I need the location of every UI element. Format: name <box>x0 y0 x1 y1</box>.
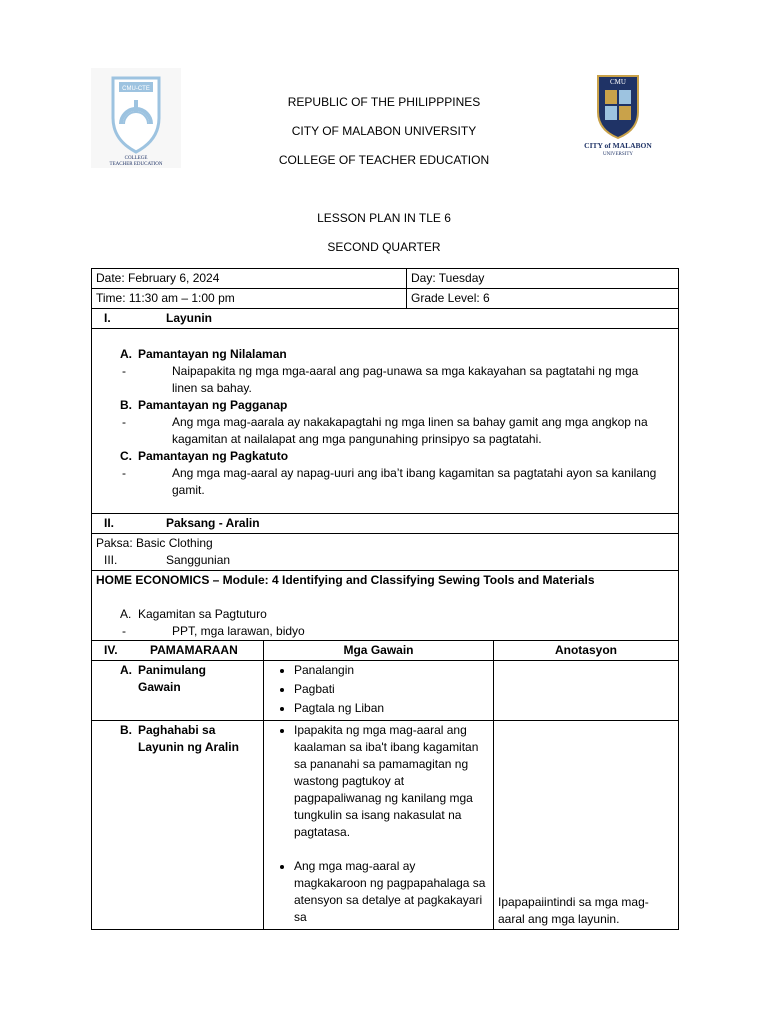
quarter-title: SECOND QUARTER <box>327 240 441 254</box>
section-2-heading <box>92 514 679 534</box>
step-a-name: A. Panimulang Gawain <box>92 661 264 721</box>
section-2-title: Paksang - Aralin <box>166 516 260 530</box>
time-cell: Time: 11:30 am – 1:00 pm <box>92 289 407 309</box>
cmu-logo-name: CITY of MALABON <box>584 141 652 150</box>
cte-logo-bottom-2: TEACHER EDUCATION <box>109 162 163 167</box>
day-cell: Day: Tuesday <box>407 269 679 289</box>
objective-a-title: A. Pamantayan ng Nilalaman <box>120 347 287 361</box>
section-3-heading: III. Sanggunian <box>104 553 231 567</box>
step-b-name: B. Paghahabi sa Layunin ng Aralin <box>92 721 264 930</box>
materials-title: A. Kagamitan sa Pagtuturo <box>120 607 267 621</box>
reference-cell <box>92 571 679 641</box>
materials-text: - PPT, mga larawan, bidyo <box>122 624 305 638</box>
list-item: • Ang mga mag-aaral ay magkakaroon ng pagpapahalaga sa atensyon sa detalye at pagkakayari sa <box>294 858 489 926</box>
lesson-plan-table <box>91 268 679 930</box>
objective-a-text: - Naipapakita ng mga mga-aaral ang pag-unawa sa mga kakayahan sa pagtatahi ng mga linen sa bahay. <box>122 364 639 395</box>
step-a-note <box>494 661 679 721</box>
list-item: • Pagtala ng Liban <box>294 700 489 717</box>
cte-logo-bottom-1: COLLEGE <box>124 156 148 161</box>
step-b-activities <box>264 721 494 930</box>
cmu-logo <box>573 72 663 162</box>
cte-logo-top-text: CMU-CTE <box>122 86 150 92</box>
cmu-logo-sub: UNIVERSITY <box>603 152 633 157</box>
list-item: • Ipapakita ng mga mag-aaral ang kaalaman sa iba't ibang kagamitan sa pananahi sa pamamagitan ng wastong pagtukoy at pagpapaliwanag ng kanilang mga tungkulin sa isang nakasulat na pagtatasa. <box>294 722 489 841</box>
objective-c-title: C. Pamantayan ng Pagkatuto <box>120 449 289 463</box>
section-1-num: I. <box>104 311 111 325</box>
module-reference: HOME ECONOMICS – Module: 4 Identifying and Classifying Sewing Tools and Materials <box>96 573 595 587</box>
header-college: COLLEGE OF TEACHER EDUCATION <box>278 153 490 167</box>
topic-cell <box>92 534 679 571</box>
grade-cell: Grade Level: 6 <box>407 289 679 309</box>
annotation-header: Anotasyon <box>494 641 679 661</box>
objective-b-text: - Ang mga mag-aarala ay nakakapagtahi ng mga linen sa bahay gamit ang mga angkop na kagamitan at nailalapat ang mga pangunahing prinsipyo sa pagtatahi. <box>122 415 648 446</box>
section-2-num: II. <box>104 516 115 530</box>
list-item: • Pagbati <box>294 681 489 698</box>
header-republic: REPUBLIC OF THE PHILIPPPINES <box>287 95 481 109</box>
lesson-plan-title: LESSON PLAN IN TLE 6 <box>317 211 451 225</box>
activities-header: Mga Gawain <box>264 641 494 661</box>
header-university: CITY OF MALABON UNIVERSITY <box>291 124 477 138</box>
topic-text: Paksa: Basic Clothing <box>96 536 213 550</box>
objective-c-text: - Ang mga mag-aaral ay napag-uuri ang iba’t ibang kagamitan sa pagtatahi ayon sa kanilang gamit. <box>122 466 657 497</box>
section-4-heading: IV. PAMAMARAAN <box>92 641 264 661</box>
section-1-heading <box>92 309 679 329</box>
step-a-activities <box>264 661 494 721</box>
date-cell: Date: February 6, 2024 <box>92 269 407 289</box>
objectives-cell <box>92 329 679 514</box>
step-b-note: Ipapapaiintindi sa mga mag-aaral ang mga layunin. <box>494 721 679 930</box>
cmu-logo-top-text: CMU <box>610 78 626 86</box>
list-item: • Panalangin <box>294 662 489 679</box>
objective-b-title: B. Pamantayan ng Pagganap <box>120 398 288 412</box>
section-1-title: Layunin <box>166 311 213 325</box>
